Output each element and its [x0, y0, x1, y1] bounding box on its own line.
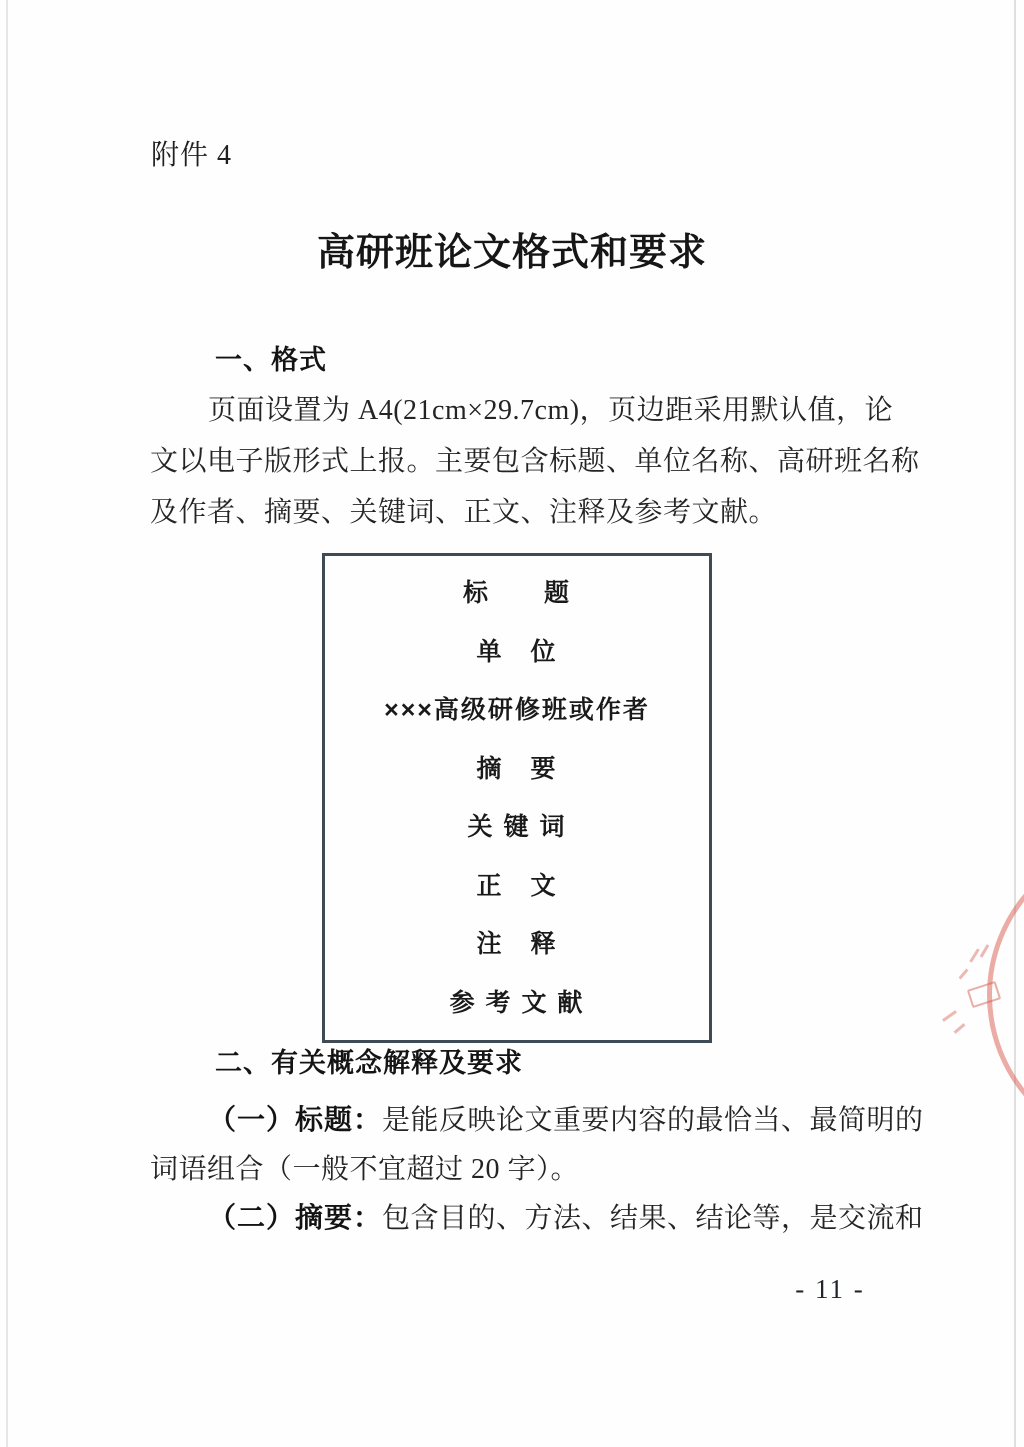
box-row-class-author: ×××高级研修班或作者: [384, 696, 650, 725]
box-row-keywords: 关 键 词: [467, 813, 567, 842]
item1-text: 是能反映论文重要内容的最恰当、最简明的: [382, 1105, 924, 1136]
stamp-mark: [969, 948, 979, 962]
section1-paragraph: [150, 385, 920, 538]
box-row-unit: 单 位: [476, 637, 558, 666]
item2-label: （二）摘要：: [208, 1203, 383, 1234]
scan-edge-right: [1014, 0, 1016, 1447]
attachment-label: 附件 4: [151, 140, 233, 171]
red-seal-arc-icon: [987, 838, 1024, 1152]
box-row-title: 标 题: [462, 579, 571, 608]
item2-text: 包含目的、方法、结果、结论等，是交流和: [382, 1203, 924, 1234]
stamp-mark: [954, 1023, 966, 1034]
item1-label: （一）标题：: [208, 1105, 383, 1136]
paragraph-line: 及作者、摘要、关键词、正文、注释及参考文献。: [150, 497, 778, 528]
paper-structure-box: [322, 553, 712, 1043]
section2-heading: 二、有关概念解释及要求: [215, 1048, 523, 1078]
paragraph-line: 文以电子版形式上报。主要包含标题、单位名称、高研班名称: [150, 446, 920, 477]
box-row-maintext: 正 文: [476, 871, 558, 900]
scan-edge-left: [6, 0, 8, 1447]
stamp-mark: [958, 968, 968, 979]
box-row-references: 参 考 文 献: [449, 988, 585, 1017]
stamp-mark: [980, 944, 990, 958]
box-row-abstract: 摘 要: [476, 754, 558, 783]
paragraph-line: [150, 1145, 887, 1194]
item1-continuation: 词语组合（一般不宜超过 20 字）。: [150, 1154, 580, 1185]
paragraph-line: [150, 1194, 924, 1243]
page-number: - 11 -: [795, 1274, 865, 1304]
box-row-notes: 注 释: [476, 930, 558, 959]
stamp-mark: [942, 1010, 957, 1022]
section1-heading: 一、格式: [215, 345, 327, 375]
paragraph-line: [150, 1096, 924, 1145]
document-title: 高研班论文格式和要求: [316, 232, 707, 274]
paragraph-line: 页面设置为 A4(21cm×29.7cm)，页边距采用默认值，论: [208, 395, 894, 426]
stamp-glyph-mark: [967, 981, 1001, 1008]
section2-paragraph: [150, 1096, 924, 1243]
